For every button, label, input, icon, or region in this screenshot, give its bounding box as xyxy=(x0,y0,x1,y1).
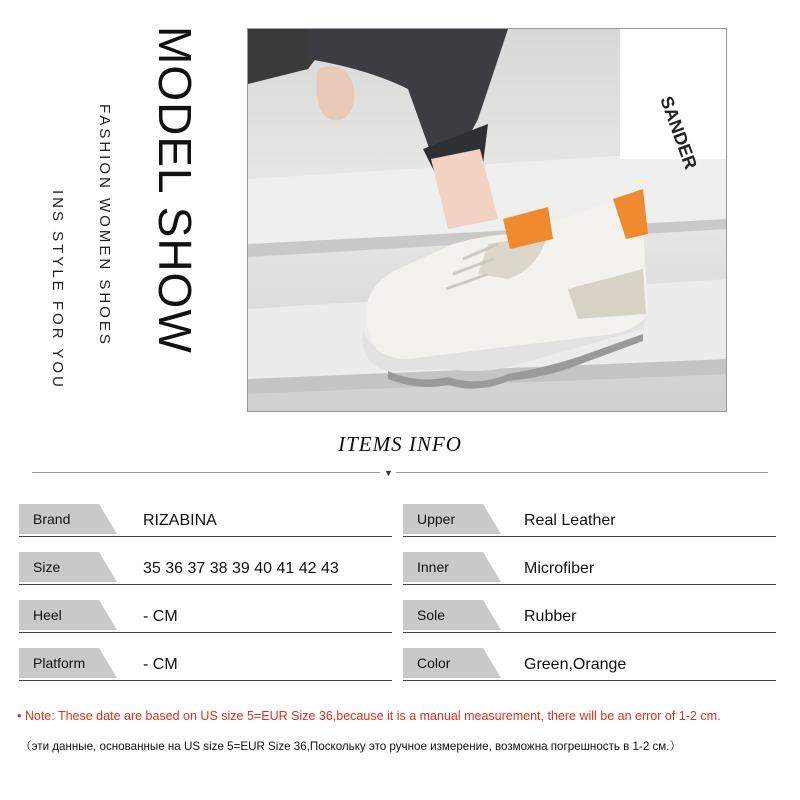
spec-value-platform: - CM xyxy=(143,656,178,673)
divider-left xyxy=(32,472,380,473)
triangle-down-icon: ▼ xyxy=(384,468,393,478)
spec-underline xyxy=(19,584,392,585)
spec-underline xyxy=(403,632,776,633)
bag-print-text: SANDER xyxy=(656,93,702,172)
spec-value-heel: - CM xyxy=(143,608,178,625)
spec-row-size: Size 35 36 37 38 39 40 41 42 43 xyxy=(19,552,392,582)
spec-value-brand: RIZABINA xyxy=(143,512,217,529)
spec-value-inner: Microfiber xyxy=(524,560,595,577)
model-photo xyxy=(247,28,727,412)
spec-value-color: Green,Orange xyxy=(524,656,627,673)
spec-row-brand: Brand RIZABINA xyxy=(19,504,392,534)
fashion-women-shoes-subheading: FASHION WOMEN SHOES xyxy=(96,104,113,347)
spec-underline xyxy=(19,632,392,633)
measurement-note-en: • Note: These date are based on US size 5=EUR Size 36,because it is a manual measurement, there will be an error of 1-2 cm. xyxy=(17,709,721,723)
spec-underline xyxy=(403,680,776,681)
spec-row-heel: Heel - CM xyxy=(19,600,392,630)
model-show-heading: MODEL SHOW xyxy=(149,26,201,354)
spec-row-color: Color Green,Orange xyxy=(403,648,776,678)
divider-right xyxy=(396,472,768,473)
spec-underline xyxy=(19,536,392,537)
items-info-title: ITEMS INFO xyxy=(338,432,462,456)
spec-value-upper: Real Leather xyxy=(524,512,616,529)
spec-value-size: 35 36 37 38 39 40 41 42 43 xyxy=(143,560,339,577)
spec-underline xyxy=(403,536,776,537)
spec-row-inner: Inner Microfiber xyxy=(403,552,776,582)
spec-row-platform: Platform - CM xyxy=(19,648,392,678)
spec-row-sole: Sole Rubber xyxy=(403,600,776,630)
ins-style-subheading: INS STYLE FOR YOU xyxy=(49,190,66,390)
spec-row-upper: Upper Real Leather xyxy=(403,504,776,534)
spec-value-sole: Rubber xyxy=(524,608,577,625)
spec-underline xyxy=(403,584,776,585)
measurement-note-ru: （эти данные, основанные на US size 5=EUR Size 36,Поскольку это ручное измерение, возможна погрешность в 1-2 см.） xyxy=(20,740,682,753)
spec-underline xyxy=(19,680,392,681)
